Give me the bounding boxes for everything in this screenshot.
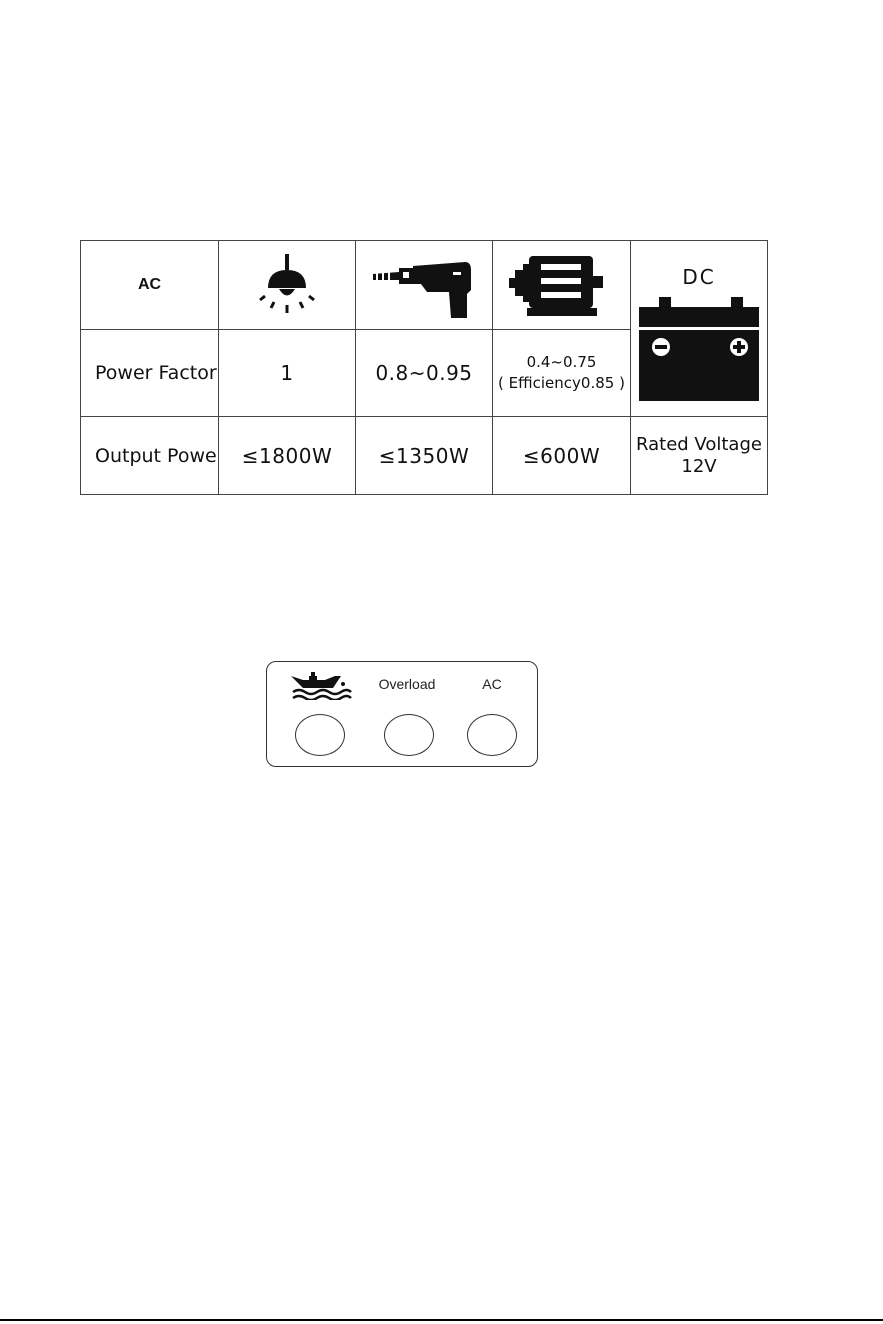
dc-rated-voltage bbox=[631, 417, 768, 495]
motor-cell bbox=[493, 241, 631, 330]
spec-table bbox=[80, 240, 768, 495]
power-factor-label: Power Factor bbox=[81, 330, 219, 417]
ceiling-lamp-icon bbox=[252, 250, 322, 320]
motor-output-power: ≤600W bbox=[493, 417, 631, 495]
output-power-label: Output Powe bbox=[81, 417, 219, 495]
overload-label: Overload bbox=[378, 676, 436, 692]
motor-power-factor-value: 0.4~0.75 bbox=[526, 353, 597, 371]
table-row bbox=[81, 417, 768, 495]
overload-lamp bbox=[384, 714, 434, 756]
page-bottom-rule bbox=[0, 1319, 883, 1321]
rated-voltage-value: 12V bbox=[681, 455, 717, 477]
rated-voltage-label: Rated Voltage bbox=[636, 433, 762, 455]
electric-drill-icon bbox=[369, 250, 479, 320]
ac-indicator-label: AC bbox=[482, 676, 502, 692]
oil-level-icon bbox=[289, 670, 353, 700]
motor-power-factor bbox=[493, 330, 631, 417]
drill-cell bbox=[356, 241, 493, 330]
ac-lamp bbox=[467, 714, 517, 756]
dc-label: DC bbox=[682, 265, 716, 289]
lamp-cell bbox=[219, 241, 356, 330]
oil-warning-lamp bbox=[295, 714, 345, 756]
battery-icon bbox=[637, 295, 761, 405]
electric-motor-icon bbox=[507, 250, 617, 320]
indicator-panel bbox=[266, 661, 538, 767]
drill-power-factor: 0.8~0.95 bbox=[356, 330, 493, 417]
lamp-power-factor: 1 bbox=[219, 330, 356, 417]
lamp-output-power: ≤1800W bbox=[219, 417, 356, 495]
table-row bbox=[81, 241, 768, 330]
motor-efficiency-value: ( Efficiency0.85 ) bbox=[498, 374, 625, 392]
dc-cell bbox=[631, 241, 768, 417]
drill-output-power: ≤1350W bbox=[356, 417, 493, 495]
ac-label: AC bbox=[81, 241, 219, 330]
